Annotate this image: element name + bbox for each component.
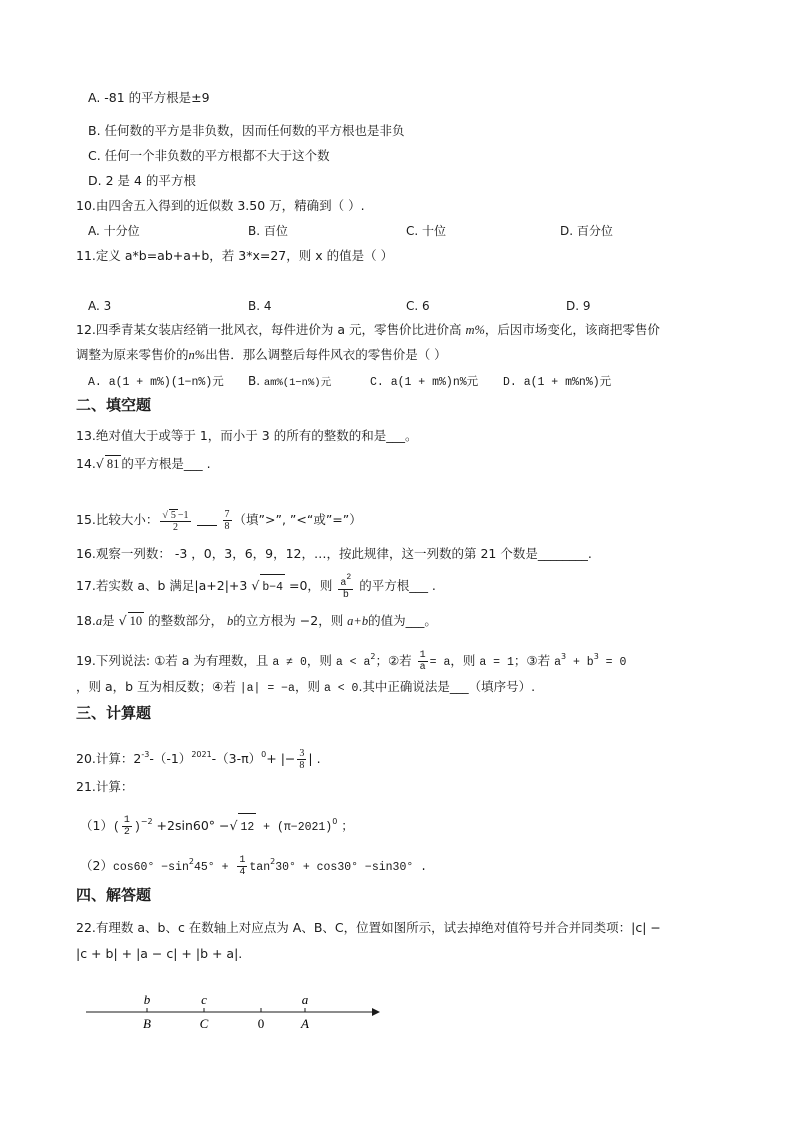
q9-option-b: B. 任何数的平方是非负数，因而任何数的平方根也是非负	[88, 123, 405, 138]
q20-fraction	[297, 748, 306, 771]
q19-l2-p3: .其中正确说法是___（填序号）.	[358, 679, 536, 694]
q14-radicand: 81	[106, 457, 120, 471]
q12-line2-part1: 调整为原来零售价的	[76, 347, 189, 362]
q12-option-b-label: B.	[248, 374, 264, 388]
q18-t1: 是	[102, 613, 119, 628]
q18-sum: a+b	[347, 614, 369, 628]
q17-num-base: a	[340, 578, 347, 589]
q11-option-d: D. 9	[566, 299, 591, 313]
q14-text	[76, 455, 211, 472]
q11-option-c: C. 6	[406, 299, 430, 313]
q18-text	[76, 612, 437, 629]
q12-stem-part1: 12.四季青某女装店经销一批风衣，每件进价为 a 元，零售价比进价高	[76, 322, 466, 337]
q20-t3: + |−	[266, 751, 296, 766]
q19-m5c: = 0	[598, 656, 627, 669]
q21-part1	[80, 808, 354, 836]
q9-option-a: A. -81 的平方根是±9	[88, 90, 210, 105]
q13-text: 13.绝对值大于或等于 1，而小于 3 的所有的整数的和是___。	[76, 428, 418, 443]
q12-stem-part2: ，后因市场变化，该商把零售价	[484, 322, 660, 337]
q12-stem-line1	[76, 322, 660, 338]
q21-p2-e2: 2	[270, 857, 276, 866]
q19-fraction	[418, 650, 428, 673]
number-line-point-label: B	[143, 1016, 151, 1031]
q19-cube-b: 3	[593, 652, 599, 661]
q19-frac-num: 1	[419, 650, 426, 661]
q21-p1-label: （1）	[80, 818, 113, 833]
q10-stem: 10.由四舍五入得到的近似数 3.50 万，精确到（ ）.	[76, 198, 365, 213]
q21-p1-t3: ；	[337, 818, 354, 833]
q18-radicand: 10	[129, 614, 143, 628]
q19-p5: ；③若	[513, 653, 555, 668]
q10-option-c: C. 十位	[406, 224, 447, 238]
q17-num-exp: 2	[346, 573, 352, 582]
q19-line2	[76, 679, 535, 697]
q19-p4: ，则	[450, 653, 480, 668]
q15-frac1-radicand: 5	[170, 509, 176, 521]
sqrt-symbol: √	[95, 456, 104, 471]
q19-exp: 2	[370, 652, 376, 661]
q21-p2-t1: cos60° −sin	[112, 861, 189, 874]
q19-cube-a: 3	[560, 652, 567, 661]
q21-p2-num: 1	[239, 855, 246, 866]
q18-number: 18.	[76, 613, 96, 628]
q15-text	[76, 505, 362, 535]
q14-post: 的平方根是___ .	[121, 456, 211, 471]
q12-option-d	[503, 373, 611, 391]
q19-m5a: a	[554, 656, 561, 669]
q20-t2: -（3-π）	[211, 751, 262, 766]
q11-stem: 11.定义 a*b=ab+a+b，若 3*x=27，则 x 的值是（ ）	[76, 248, 394, 263]
q21-p2-e1: 2	[188, 857, 194, 866]
q15-fraction-2	[223, 509, 232, 532]
number-line-variable-label: b	[143, 992, 151, 1007]
q21-p1-fraction	[122, 815, 132, 838]
q20-e1: -3	[141, 750, 150, 759]
q22-line1: 22.有理数 a、b、c 在数轴上对应点为 A、B、C，位置如图所示，试去掉绝对值符号并合并同类项：|c| −	[76, 920, 661, 935]
sqrt-symbol: √	[162, 509, 168, 521]
q17-post: 的平方根___ .	[355, 578, 436, 593]
sqrt-symbol: √	[118, 613, 127, 628]
q19-frac-den: a	[419, 662, 426, 673]
q15-frac1-numerator	[160, 509, 190, 522]
q19-m2: a < a	[335, 656, 371, 669]
q14-number: 14.	[76, 456, 96, 471]
q21-p1-num: 1	[123, 815, 130, 826]
q19-l2-m1: |a| = −a	[239, 682, 295, 695]
q21-part2	[80, 848, 427, 876]
q20-den: 8	[299, 760, 305, 771]
q15-frac1-rest: −1	[177, 509, 189, 521]
q21-p2-t2: 45° +	[193, 861, 236, 874]
q17-mid: =0，则	[285, 578, 337, 593]
q15-post: （填”>”, ”<“或”=”）	[233, 512, 362, 527]
q12-option-b-text: am%(1−n%)元	[263, 377, 332, 389]
q21-p1-exp: −2	[140, 817, 153, 826]
q20-e3: 0	[261, 750, 267, 759]
q12-n-percent: n%	[188, 348, 206, 362]
number-line-point-label: C	[199, 1016, 209, 1031]
q11-option-a: A. 3	[88, 299, 112, 313]
q19-p2: ，则	[306, 653, 336, 668]
q15-pre: 15.比较大小：	[76, 512, 159, 527]
q19-l2-p1: ，则 a，b 互为相反数；④若	[76, 679, 240, 694]
q18-var-b: b	[227, 614, 234, 628]
q21-p1-radicand: 12	[238, 813, 256, 842]
q19-m3: = a	[429, 656, 451, 669]
q15-frac1-denominator: 2	[172, 521, 178, 533]
q21-head: 21.计算：	[76, 779, 134, 794]
q21-p1-den: 2	[123, 827, 130, 838]
q12-option-c-text: C. a(1 + m%)n%元	[370, 376, 479, 389]
q12-stem-line2	[76, 347, 447, 363]
q19-l2-p2: ，则	[294, 679, 324, 694]
q12-option-d-text: D. a(1 + m%n%)元	[503, 376, 612, 389]
q21-p2-fraction	[237, 855, 247, 878]
q12-option-b	[248, 373, 331, 391]
q21-p1-t2: + (π−2021)	[256, 821, 333, 834]
q22-line2: |c + b| + |a − c| + |b + a|.	[76, 946, 243, 961]
arrow-right-icon	[372, 1008, 380, 1016]
q20-text	[76, 742, 321, 771]
q21-p2-label: （2）	[80, 858, 113, 873]
q17-radicand: b−4	[260, 574, 285, 601]
q19-m5b: + b	[566, 656, 594, 669]
q12-line2-part2: 出售．那么调整后每件风衣的零售价是（ ）	[205, 347, 447, 362]
q18-t4: 的值为___。	[368, 613, 437, 628]
q19-l2-m2: a < 0	[323, 682, 359, 695]
q9-option-c: C. 任何一个非负数的平方根都不大于这个数	[88, 148, 330, 163]
q9-option-d: D. 2 是 4 的平方根	[88, 173, 196, 188]
number-line-point-label: A	[301, 1016, 309, 1031]
q10-option-d: D. 百分位	[560, 224, 613, 238]
q17-fraction	[338, 572, 353, 601]
q17-text	[76, 572, 436, 601]
q19-line1	[76, 644, 627, 673]
q16-text: 16.观察一列数： -3 ，0，3，6，9，12，…，按此规律，这一列数的第 21 个数是________.	[76, 546, 592, 561]
q17-denominator: b	[342, 590, 349, 601]
sqrt-symbol: √	[229, 818, 238, 833]
q20-e2: 2021	[191, 750, 212, 759]
q15-frac2-denominator: 8	[224, 521, 230, 532]
number-line-variable-label: c	[201, 992, 207, 1007]
section-fill-in-blank-title: 二、填空题	[76, 396, 152, 414]
q20-pre: 20.计算：2	[76, 751, 142, 766]
number-line-variable-label: a	[301, 992, 309, 1007]
q15-answer-blank[interactable]	[197, 513, 217, 526]
q18-t3: 的立方根为 −2，则	[233, 613, 348, 628]
q11-option-b: B. 4	[248, 299, 272, 313]
q17-numerator	[338, 572, 353, 590]
q21-p2-t4: 30° + cos30° −sin30° .	[275, 861, 428, 874]
q12-m-percent: m%	[465, 323, 485, 337]
q20-t4: | .	[308, 751, 321, 766]
q21-p1-e2: 0	[332, 817, 338, 826]
q21-p2-t3: tan	[249, 861, 271, 874]
number-line-figure	[80, 985, 390, 1037]
q17-pre: 17.若实数 a、b 满足|a+2|+3	[76, 578, 252, 593]
q10-option-a: A. 十分位	[88, 224, 140, 238]
q20-num: 3	[299, 748, 305, 759]
q12-option-c	[370, 373, 478, 391]
q21-p1-t1: +2sin60° −	[152, 818, 230, 833]
q10-option-b: B. 百位	[248, 224, 288, 238]
q19-m4: a = 1	[479, 656, 514, 669]
sqrt-symbol: √	[251, 578, 260, 593]
q21-p1-lparen: (	[112, 821, 120, 834]
q12-option-a	[88, 373, 224, 391]
q15-frac2-numerator: 7	[224, 509, 230, 520]
q19-p1: 19.下列说法: ①若 a 为有理数，且	[76, 653, 273, 668]
q20-t1: -（-1）	[149, 751, 192, 766]
section-calculation-title: 三、计算题	[76, 704, 152, 722]
q21-p1-rparen: )	[133, 821, 141, 834]
section-solution-title: 四、解答题	[76, 886, 152, 904]
q18-t2: 的整数部分，	[144, 613, 228, 628]
q15-fraction-1	[160, 509, 190, 533]
q21-p2-den: 4	[239, 867, 246, 878]
number-line-point-label: 0	[257, 1016, 265, 1031]
q19-p3: ；②若	[375, 653, 416, 668]
q19-m1: a ≠ 0	[272, 656, 307, 669]
q12-option-a-text: A. a(1 + m%)(1−n%)元	[88, 376, 224, 389]
q18-var-a: a	[95, 614, 103, 628]
